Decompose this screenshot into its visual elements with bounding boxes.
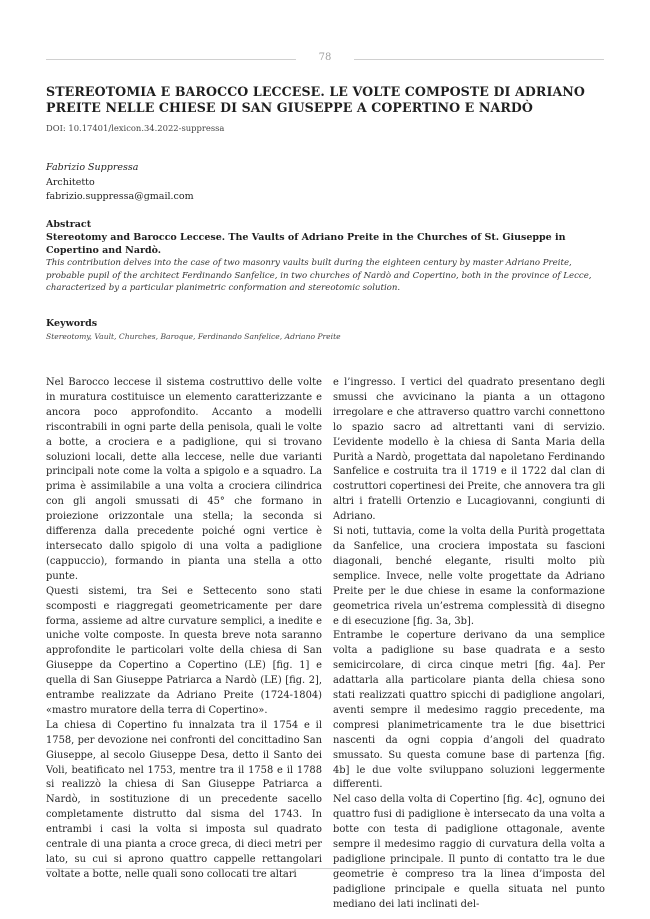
- doi: DOI: 10.17401/lexicon.34.2022-suppressa: [46, 123, 225, 133]
- author-email[interactable]: fabrizio.suppressa@gmail.com: [46, 191, 194, 202]
- paragraph: Nel caso della volta di Copertino [fig. 4c], ognuno dei quattro fusi di padiglione è intersecato da una volta a botte con testa di padiglione ottagonale, avente sempre il medesimo raggio di curvatura della volta a padiglione principale. Il punto di contatto tra le due geometrie è compreso tra la linea d’imposta del padiglione principale e quella situata nel punto mediano dei lati inclinati del-: [333, 794, 605, 910]
- abstract: [46, 218, 606, 295]
- page-number: 78: [318, 52, 332, 63]
- footer-rule: [46, 868, 604, 869]
- author-role: Architetto: [46, 176, 95, 188]
- body-column-left: [46, 376, 322, 883]
- keywords-heading: Keywords: [46, 318, 98, 329]
- paragraph: Questi sistemi, tra Sei e Settecento sono stati scomposti e riaggregati geometricamente per dare forma, assieme ad altre curvature semplici, a inedite e uniche volte composte. In questa breve nota saranno approfondite le particolari volte della chiesa di San Giuseppe da Copertino a Copertino (LE) [fig. 1] e quella di San Giuseppe Patriarca a Nardò (LE) [fig. 2], entrambe realizzate da Adriano Preite (1724-1804) «mastro muratore della terra di Copertino».: [46, 585, 322, 716]
- abstract-title: Stereotomy and Barocco Leccese. The Vaults of Adriano Preite in the Churches of St. Giuseppe in Copertino and Nardò.: [46, 232, 566, 256]
- paragraph: e l’ingresso. I vertici del quadrato presentano degli smussi che avvicinano la pianta a un ottagono irregolare e che attraverso quattro varchi connettono lo spazio sacro ad altrettanti vani di servizio. L’evidente modello è la chiesa di Santa Maria della Purità a Nardò, progettata dal napoletano Ferdinando Sanfelice e costruita tra il 1719 e il 1722 dal clan di costruttori copertinesi dei Preite, che annovera tra gli altri i fratelli Ortenzio e Lucagiovanni, congiunti di Adriano.: [333, 377, 605, 523]
- author-name: Fabrizio Suppressa: [46, 162, 139, 173]
- article-title: STEREOTOMIA E BAROCCO LECCESE. LE VOLTE COMPOSTE DI ADRIANO PREITE NELLE CHIESE DI SAN GIUSEPPE A COPERTINO E NARDÒ: [46, 84, 585, 115]
- header-rule-right: [354, 59, 604, 60]
- paragraph: Si noti, tuttavia, come la volta della Purità progettata da Sanfelice, una crociera impostata su fascioni diagonali, benché elegante, risulti molto più semplice. Invece, nelle volte progettate da Adriano Preite per le due chiese in esame la conformazione geometrica rivela un’estrema complessità di disegno e di esecuzione [fig. 3a, 3b].: [333, 526, 605, 627]
- page-header: [46, 52, 604, 66]
- body-column-right: [333, 376, 605, 913]
- keywords-list: Stereotomy, Vault, Churches, Baroque, Ferdinando Sanfelice, Adriano Preite: [46, 332, 341, 341]
- author-block: [46, 161, 194, 205]
- abstract-text: This contribution delves into the case of two masonry vaults built during the eighteen century by master Adriano Preite, probable pupil of the architect Ferdinando Sanfelice, in two churches of Nardò and Copertino, both in the province of Lecce, characterized by a particular planimetric conformation and stereotomic solution.: [46, 258, 592, 294]
- abstract-heading: Abstract: [46, 219, 92, 230]
- keywords: [46, 318, 606, 341]
- paragraph: Nel Barocco leccese il sistema costruttivo delle volte in muratura costituisce un elemento caratterizzante e ancora poco approfondito. Accanto a modelli riscontrabili in ogni parte della penisola, quali le volte a botte, a crociera e a padiglione, qui si trovano soluzioni locali, dette alla leccese, nelle due varianti principali note come la volta a spigolo e a squadro. La prima è assimilabile a una volta a crociera cilindrica con gli angoli smussati di 45° che formano in proiezione orizzontale una stella; la seconda si differenza dalla precedente poiché ogni vertice è intersecato dallo spigolo di una volta a padiglione (cappuccio), formando in pianta una stella a otto punte.: [46, 377, 322, 582]
- paragraph: Entrambe le coperture derivano da una semplice volta a padiglione su base quadrata e a sesto semicircolare, di circa cinque metri [fig. 4a]. Per adattarla alla particolare pianta della chiesa sono stati realizzati quattro spicchi di padiglione angolari, aventi sempre il medesimo raggio precedente, ma compresi planimetricamente tra le due bisettrici nascenti da ogni coppia d’angoli del quadrato smussato. Su questa comune base di partenza [fig. 4b] le due volte sviluppano soluzioni leggermente differenti.: [333, 630, 605, 791]
- paragraph: La chiesa di Copertino fu innalzata tra il 1754 e il 1758, per devozione nei confronti del concittadino San Giuseppe, al secolo Giuseppe Desa, detto il Santo dei Voli, beatificato nel 1753, mentre tra il 1758 e il 1788 si realizzò la chiesa di San Giuseppe Patriarca a Nardò, in sostituzione di un precedente sacello completamente distrutto dal sisma del 1743. In entrambi i casi la volta si imposta sul quadrato centrale di una pianta a croce greca, di dieci metri per lato, su cui si aprono quattro cappelle rettangolari voltate a botte, nelle quali sono collocati tre altari: [46, 719, 322, 880]
